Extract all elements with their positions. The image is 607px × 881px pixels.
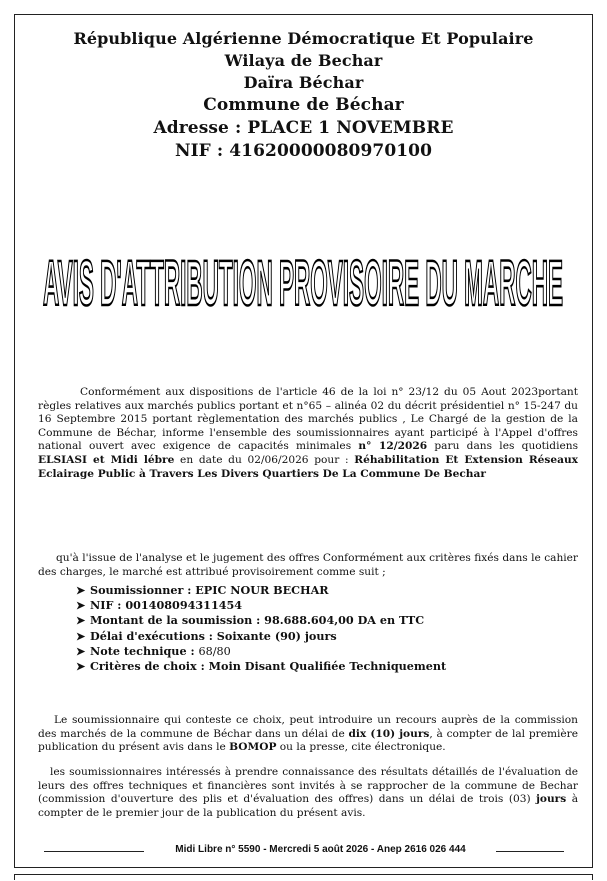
footer-rule-right (496, 851, 564, 852)
appeal-paragraph: Le soumissionnaire qui conteste ce choix, peut introduire un recours auprès de la commission des marchés de la commune de Béchar dans un délai de dix (10) jours, à compter de lal première publication du présent avis dans le BOMOP ou la presse, cite électronique. (38, 714, 578, 754)
intro-text: Conformément aux dispositions de l'article 46 de la loi n° 23/12 du 05 Aout 2023portant règles relatives aux marchés publics portant et n°65 – alinéa 02 du décrit présidentiel n° 15-247 du 16 Septembre 2015 portant règlementation des marchés publics , Le Chargé de la gestion de la Commune de Béchar, informe l'ensemble des soumissionnaires ayant participé à l'Appel d'offres national ouvert avec exigence de capacités minimales (38, 386, 578, 453)
intro-text-2: paru dans les quotidiens (427, 440, 579, 453)
header-republic: République Algérienne Démocratique Et Populaire (73, 29, 534, 48)
notice-title: AVIS D'ATTRIBUTION PROVISOIRE DU MARCHE (43, 247, 563, 317)
issuer-header (14, 28, 593, 163)
arrow-bullet-icon: ➤ (76, 628, 86, 643)
award-intro-paragraph (38, 552, 578, 579)
next-frame-edge (14, 874, 593, 880)
notice-intro-paragraph (38, 386, 578, 481)
list-item: ➤ Note technique : 68/80 (76, 643, 231, 658)
header-wilaya: Wilaya de Bechar (224, 51, 383, 70)
header-daira: Daïra Béchar (243, 73, 364, 92)
tender-number: n° 12/2026 (358, 440, 428, 453)
list-item: ➤ Critères de choix : Moin Disant Qualifiée Techniquement (76, 659, 447, 674)
award-intro-text: qu'à l'issue de l'analyse et le jugement des offres Conformément aux critères fixés dans le cahier des charges, le marché est attribué provisoirement comme suit ; (38, 552, 578, 578)
arrow-bullet-icon: ➤ (76, 583, 86, 597)
newspapers: ELSIASI et Midi lébre (38, 453, 175, 466)
header-address: Adresse : PLACE 1 NOVEMBRE (153, 118, 454, 138)
arrow-bullet-icon: ➤ (76, 659, 86, 674)
list-item: ➤ Soumissionner : EPIC NOUR BECHAR (76, 583, 329, 597)
arrow-bullet-icon: ➤ (76, 598, 86, 613)
list-item: ➤ NIF : 001408094311454 (76, 598, 243, 613)
arrow-bullet-icon: ➤ (76, 643, 86, 658)
header-commune: Commune de Béchar (203, 95, 404, 115)
intro-text-3: en date du 02/06/2026 pour : (174, 453, 355, 466)
footer-rule-left (44, 851, 144, 852)
header-nif: NIF : 41620000080970100 (174, 141, 433, 161)
results-paragraph: les soumissionnaires intéressés à prendre connaissance des résultats détaillés de l'évaluation de leurs des offres techniques et financières sont invités à se rapprocher de la commune de Bechar (commission d'ouverture des plis et d'évaluation des offres) dans un délai de trois (03) jours à compter de le premier jour de la publication du présent avis. (38, 766, 579, 819)
results-delay-unit: jours (536, 793, 567, 806)
list-item: ➤ Délai d'exécutions : Soixante (90) jours (76, 628, 337, 643)
publication-footer (14, 843, 593, 859)
award-details-list (76, 583, 576, 674)
appeal-delay: dix (10) jours (348, 727, 430, 740)
project-title: Réhabilitation Et Extension Réseaux Eclairage Public à Travers Les Divers Quartiers De La Commune De Bechar (38, 453, 578, 480)
bomop: BOMOP (229, 741, 277, 754)
list-item: ➤ Montant de la soumission : 98.688.604,00 DA en TTC (76, 613, 425, 628)
arrow-bullet-icon: ➤ (76, 613, 86, 628)
footer-text: Midi Libre n° 5590 - Mercredi 5 août 2026 - Anep 2616 026 444 (175, 844, 466, 855)
notice-title-banner (38, 247, 568, 317)
